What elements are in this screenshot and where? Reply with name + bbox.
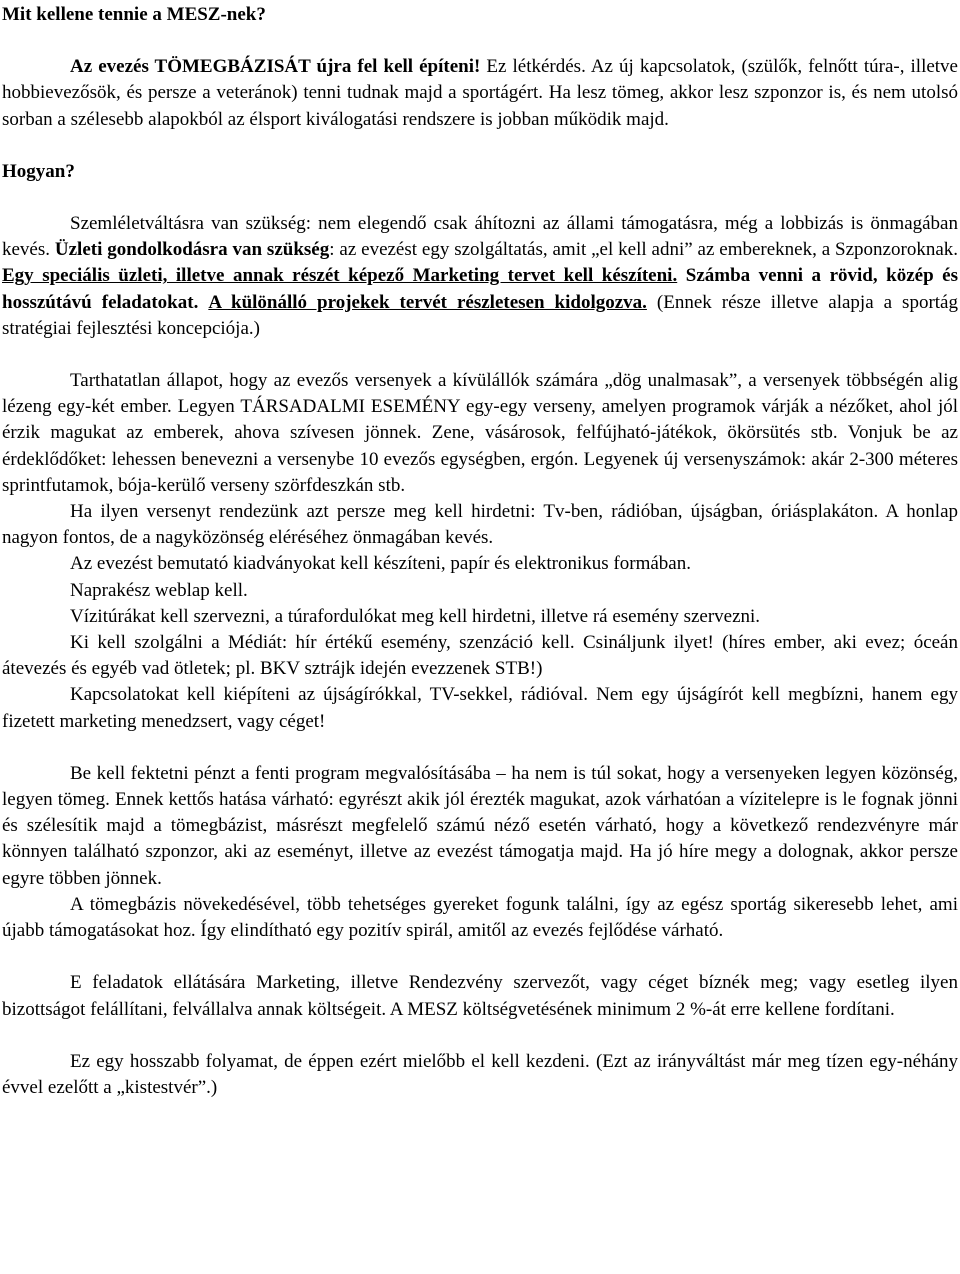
paragraph-szemleletvaltas [2, 211, 958, 342]
emphasis-projektek: A különálló projekek tervét részletesen kidolgozva. [208, 291, 647, 313]
paragraph-tomegbazis [2, 54, 958, 133]
paragraph-media: Ki kell szolgálni a Médiát: hír értékű esemény, szenzáció kell. Csináljunk ilyet! (híres ember, aki evez; óceán átevezés és egyéb vad ötletek; pl. BKV sztrájk idején evezzenek STB!) [2, 632, 958, 680]
spacer [2, 342, 958, 368]
spacer [2, 1023, 958, 1049]
spacer [2, 735, 958, 761]
paragraph-weblap: Naprakész weblap kell. [70, 579, 248, 601]
text-run: Szemléletváltásra van szükség: nem elegendő csak áhítozni az állami támogatásra, még a lobbizás is önmagában kevés. [2, 213, 958, 261]
paragraph-text: Ez létkérdés. Az új kapcsolatok, (szülők, felnőtt túra-, illetve hobbievezősök, és persze a veteránok) tenni tudnak majd a sportágért. Ha lesz tömeg, akkor lesz szponzor is, és nem utolsó sorban a szélesebb alapokból az élsport kiválogatási rendszere is jobban működik majd. [2, 56, 958, 130]
text-run [198, 292, 208, 313]
emphasis-tomegbazis: Az evezés TÖMEGBÁZISÁT újra fel kell építeni! [70, 56, 481, 78]
text-run: : az evezést egy szolgáltatás, amit „el kell adni” az embereknek, a Szponzoroknak. [329, 239, 958, 261]
paragraph-hirdetes: Ha ilyen versenyt rendezünk azt persze meg kell hirdetni: Tv-ben, rádióban, újságban, óriásplakáton. A honlap nagyon fontos, de a nagyközönség eléréséhez önmagában kevés. [2, 501, 958, 549]
emphasis-uzleti: Üzleti gondolkodásra van szükség [54, 239, 330, 261]
paragraph-tarsadalmi-esemeny: Tarthatatlan állapot, hogy az evezős versenyek a kívülállók számára „dög unalmasak”, a versenyek többségén alig lézeng egy-két ember. Legyen TÁRSADALMI ESEMÉNY egy-egy verseny, amelyen programok várják a nézőket, ahol jól érzik magukat az emberek, ahova szívesen jönnek. Zene, vásárosok, felfújható-játékok, ökörsütés stb. Vonjuk be az érdeklődőket: lehessen benevezni a versenybe 10 evezős egységben, ergón. Legyenek új versenyszámok: akár 2-300 méteres sprintfutamok, bója-kerülő verseny szörfdeszkán stb. [2, 370, 958, 496]
spacer [2, 28, 958, 54]
text-run [677, 265, 686, 286]
section-heading-hogyan: Hogyan? [2, 160, 75, 182]
paragraph-vizitura: Vízitúrákat kell szervezni, a túrafordulókat meg kell hirdetni, illetve rá esemény szervezni. [70, 605, 761, 627]
emphasis-marketing-terv: Egy speciális üzleti, illetve annak részét képező Marketing tervet kell készíteni. [2, 265, 678, 287]
emphasis-feladatok: Számba venni a rövid, közép és hosszútávú feladatokat. [2, 265, 958, 313]
spacer [2, 133, 958, 159]
paragraph-befektetes: Be kell fektetni pénzt a fenti program megvalósításába – ha nem is túl sokat, hogy a versenyeken legyen közönség, legyen tömeg. Ennek kettős hatása várható: egyrészt akik jól érezték magukat, azok várhatóan a vízitelepre is le fognak jönni és szélesítik majd a tömegbázist, másrészt megfelelő számú néző esetén várható, hogy a következő rendezvényre már könnyen található szponzor, aki az eseményt, illetve az evezést támogatja majd. Ha jó híre megy a dolognak, akkor persze egyre többen jönnek. [2, 762, 958, 889]
text-run: (Ennek része illetve alapja a sportág stratégiai fejlesztési koncepciója.) [2, 291, 958, 339]
paragraph-feladatok-ellatasa: E feladatok ellátására Marketing, illetve Rendezvény szervezőt, vagy céget bíznék meg; vagy esetleg ilyen bizottságot felállítani, felvállalva annak költségeit. A MESZ költségvetésének minimum 2 %-át erre kellene fordítani. [2, 972, 958, 1020]
spacer [2, 185, 958, 211]
paragraph-kapcsolatok: Kapcsolatokat kell kiépíteni az újságírókkal, TV-sekkel, rádióval. Nem egy újságírót kell megbízni, hanem egy fizetett marketing menedzsert, vagy céget! [2, 684, 958, 732]
document-title: Mit kellene tennie a MESZ-nek? [2, 4, 266, 25]
paragraph-hosszabb-folyamat: Ez egy hosszabb folyamat, de éppen ezért mielőbb el kell kezdeni. (Ezt az irányváltást már meg tízen egy-néhány évvel ezelőtt a „kistestvér”.) [2, 1050, 958, 1098]
spacer [2, 944, 958, 970]
paragraph-kiadvanyok: Az evezést bemutató kiadványokat kell készíteni, papír és elektronikus formában. [70, 553, 691, 575]
paragraph-tomegbazis-novekedes: A tömegbázis növekedésével, több tehetséges gyereket fogunk találni, így az egész sportág sikeresebb lehet, ami újabb támogatásokat hoz. Így elindítható egy pozitív spirál, amitől az evezés fejlődése várható. [2, 893, 958, 942]
